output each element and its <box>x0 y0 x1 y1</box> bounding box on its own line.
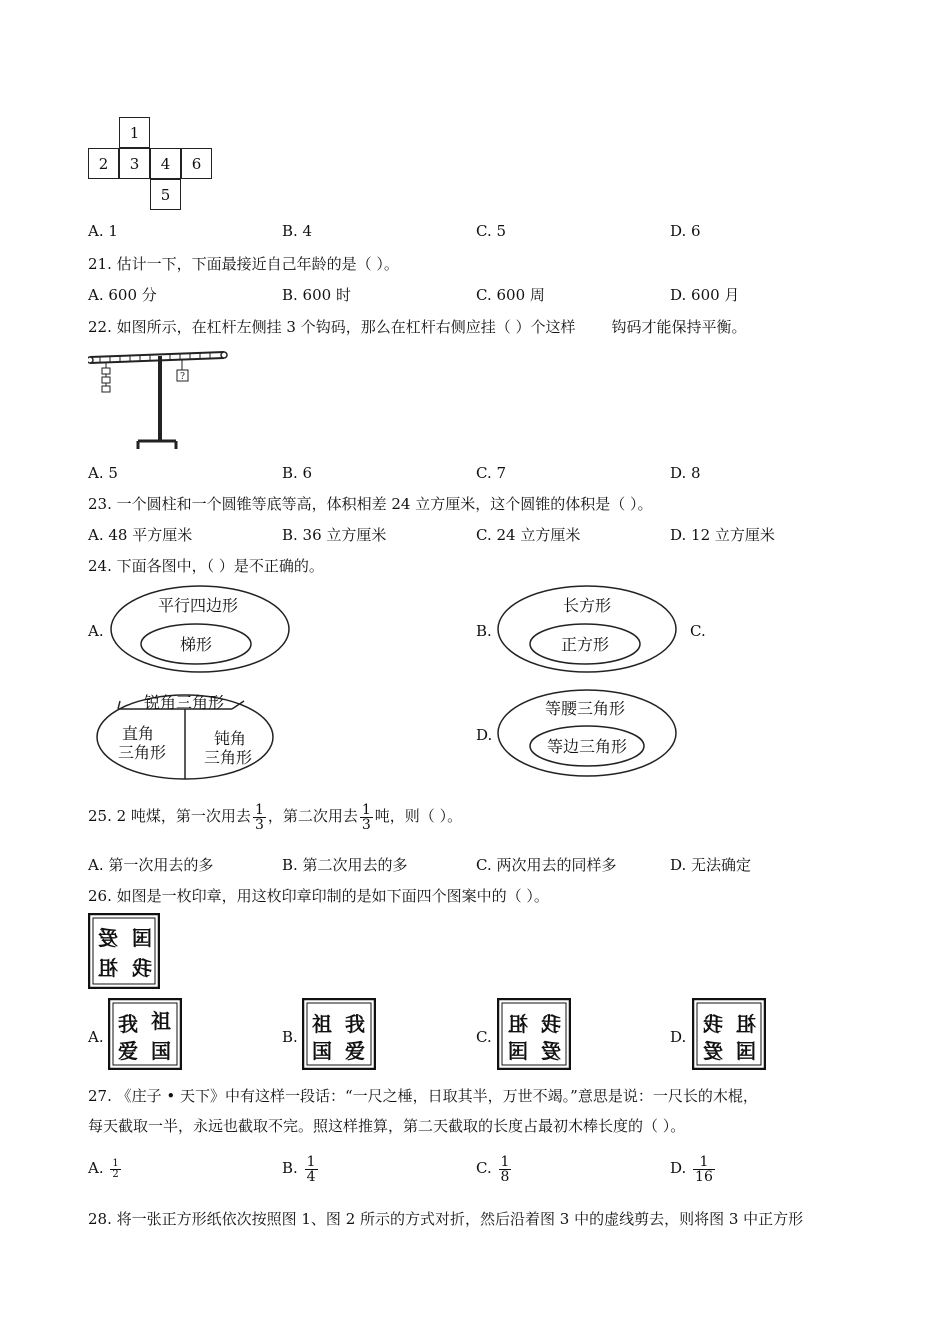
fraction-one-third <box>253 803 266 832</box>
stamp-char: 爱 <box>98 926 118 950</box>
denominator: 3 <box>361 816 371 833</box>
numerator: 1 <box>500 1153 510 1170</box>
option-a[interactable] <box>88 1146 123 1190</box>
stamp-char: 国 <box>132 926 152 950</box>
unknown-weight-mark: ? <box>180 372 185 382</box>
question-22 <box>88 316 747 337</box>
venn-rectangle-square <box>495 584 681 676</box>
option-a[interactable]: A. 第一次用去的多 <box>88 856 214 874</box>
question-21: 21. 估计一下，下面最接近自己年龄的是（ ）。 <box>88 255 399 273</box>
fraction-one-half <box>110 1159 120 1180</box>
option-b[interactable]: B. 4 <box>282 222 313 240</box>
denominator: 3 <box>254 816 264 833</box>
fraction-one-sixteenth <box>693 1155 715 1184</box>
option-label: C. <box>476 1159 492 1177</box>
numerator: 1 <box>361 801 371 818</box>
option-a[interactable]: A. <box>88 622 104 640</box>
stamp-char: 祖 <box>98 956 118 980</box>
obtuse-triangle-label-2: 三角形 <box>203 748 253 767</box>
option-d[interactable]: D. <box>670 1028 687 1046</box>
question-27-line-2: 每天截取一半，永远也截取不完。照这样推算，第二天截取的长度占最初木棒长度的（ ）。 <box>88 1117 686 1135</box>
numerator: 1 <box>112 1157 119 1169</box>
stamp-char: 我 <box>132 956 152 980</box>
option-c[interactable] <box>476 1146 513 1190</box>
option-d[interactable]: D. 12 立方厘米 <box>670 526 775 544</box>
question-25-text-2: ，第二次用去 <box>267 807 358 825</box>
option-c[interactable]: C. 600 周 <box>476 286 545 304</box>
lever-diagram <box>88 346 228 456</box>
fraction-one-eighth <box>499 1155 512 1184</box>
net-face: 6 <box>181 148 212 179</box>
option-b[interactable]: B. 第二次用去的多 <box>282 856 408 874</box>
fraction-one-quarter <box>305 1155 318 1184</box>
denominator: 2 <box>112 1168 119 1180</box>
inner-set-label: 等边三角形 <box>546 737 628 756</box>
option-b[interactable]: B. <box>282 1028 298 1046</box>
option-c[interactable]: C. 7 <box>476 464 507 482</box>
stamp-char: 爱 <box>703 1039 723 1063</box>
stamp-char: 我 <box>541 1012 561 1036</box>
outer-set-label: 等腰三角形 <box>544 699 626 718</box>
option-b[interactable]: B. 600 时 <box>282 286 351 304</box>
stamp-char: 国 <box>151 1039 171 1063</box>
question-22-text-end: 钩码才能保持平衡。 <box>611 318 747 336</box>
question-22-text: 22. 如图所示，在杠杆左侧挂 3 个钩码，那么在杠杆右侧应挂（ ）个这样 <box>88 318 576 336</box>
option-d[interactable]: D. 6 <box>670 222 701 240</box>
right-triangle-label: 直角 <box>121 724 155 743</box>
option-label: A. <box>88 1159 104 1177</box>
numerator: 1 <box>254 801 264 818</box>
stamp-char: 祖 <box>312 1012 332 1036</box>
option-d[interactable]: D. <box>476 726 493 744</box>
inner-set-label: 正方形 <box>560 635 610 654</box>
option-d[interactable]: D. 600 月 <box>670 286 740 304</box>
option-b[interactable]: B. 6 <box>282 464 313 482</box>
option-b[interactable] <box>282 1146 320 1190</box>
venn-isosceles-equilateral <box>495 688 681 780</box>
stamp-print-c[interactable] <box>497 998 571 1070</box>
stamp-seal <box>88 913 160 989</box>
option-c[interactable]: C. 5 <box>476 222 507 240</box>
stamp-char: 祖 <box>736 1012 756 1036</box>
question-25-text: 25. 2 吨煤，第一次用去 <box>88 807 251 825</box>
denominator: 16 <box>695 1168 713 1185</box>
question-24: 24. 下面各图中，（ ）是不正确的。 <box>88 557 324 575</box>
option-label: B. <box>282 1159 298 1177</box>
stamp-print-d[interactable] <box>692 998 766 1070</box>
stamp-char: 爱 <box>345 1039 365 1063</box>
stamp-char: 国 <box>736 1039 756 1063</box>
stamp-print-b[interactable] <box>302 998 376 1070</box>
fraction-one-third-ton <box>360 803 373 832</box>
triangle-classification-diagram <box>94 692 278 782</box>
question-25-text-3: 吨，则（ ）。 <box>374 807 463 825</box>
question-23: 23. 一个圆柱和一个圆锥等底等高，体积相差 24 立方厘米，这个圆锥的体积是（ ）。 <box>88 495 653 513</box>
question-28: 28. 将一张正方形纸依次按照图 1、图 2 所示的方式对折，然后沿着图 3 中的虚线剪去，则将图 3 中正方形 <box>88 1210 804 1228</box>
stamp-char: 我 <box>345 1012 365 1036</box>
net-face: 5 <box>150 179 181 210</box>
option-c[interactable]: C. 两次用去的同样多 <box>476 856 617 874</box>
inner-set-label: 梯形 <box>179 635 213 654</box>
option-label: D. <box>670 1159 687 1177</box>
net-face: 2 <box>88 148 119 179</box>
question-27-line-1: 27. 《庄子 • 天下》中有这样一段话：“一尺之棰，日取其半，万世不竭。”意思是说：一尺长的木棍， <box>88 1087 758 1105</box>
option-a[interactable]: A. 1 <box>88 222 118 240</box>
net-face: 1 <box>119 117 150 148</box>
outer-set-label: 平行四边形 <box>157 596 239 615</box>
option-b[interactable]: B. 36 立方厘米 <box>282 526 387 544</box>
question-25 <box>88 796 462 836</box>
stamp-char: 我 <box>703 1012 723 1036</box>
option-a[interactable]: A. 600 分 <box>88 286 157 304</box>
option-c[interactable]: C. 24 立方厘米 <box>476 526 581 544</box>
question-26: 26. 如图是一枚印章，用这枚印章印制的是如下面四个图案中的（ ）。 <box>88 887 549 905</box>
cube-net <box>88 117 218 213</box>
numerator: 1 <box>699 1153 709 1170</box>
stamp-char: 国 <box>508 1039 528 1063</box>
option-d[interactable]: D. 8 <box>670 464 701 482</box>
obtuse-triangle-label: 钝角 <box>213 729 247 748</box>
right-triangle-label-2: 三角形 <box>117 743 167 762</box>
stamp-print-a[interactable] <box>108 998 182 1070</box>
acute-triangle-label: 锐角三角形 <box>143 693 225 712</box>
stamp-char: 爱 <box>541 1039 561 1063</box>
stamp-char: 爱 <box>118 1039 138 1063</box>
numerator: 1 <box>306 1153 316 1170</box>
denominator: 4 <box>306 1168 316 1185</box>
option-d[interactable]: D. 无法确定 <box>670 856 752 874</box>
stamp-char: 祖 <box>508 1012 528 1036</box>
option-a[interactable]: A. <box>88 1028 104 1046</box>
net-face: 3 <box>119 148 150 179</box>
denominator: 8 <box>500 1168 510 1185</box>
option-c[interactable]: C. <box>690 622 706 640</box>
option-d[interactable] <box>670 1146 717 1190</box>
option-c[interactable]: C. <box>476 1028 492 1046</box>
outer-set-label: 长方形 <box>562 596 612 615</box>
option-b[interactable]: B. <box>476 622 492 640</box>
net-face: 4 <box>150 148 181 179</box>
option-a[interactable]: A. 5 <box>88 464 118 482</box>
stamp-char: 国 <box>312 1039 332 1063</box>
stamp-char: 祖 <box>151 1009 171 1033</box>
venn-parallelogram-trapezoid <box>108 584 294 676</box>
stamp-char: 我 <box>118 1012 138 1036</box>
option-a[interactable]: A. 48 平方厘米 <box>88 526 193 544</box>
